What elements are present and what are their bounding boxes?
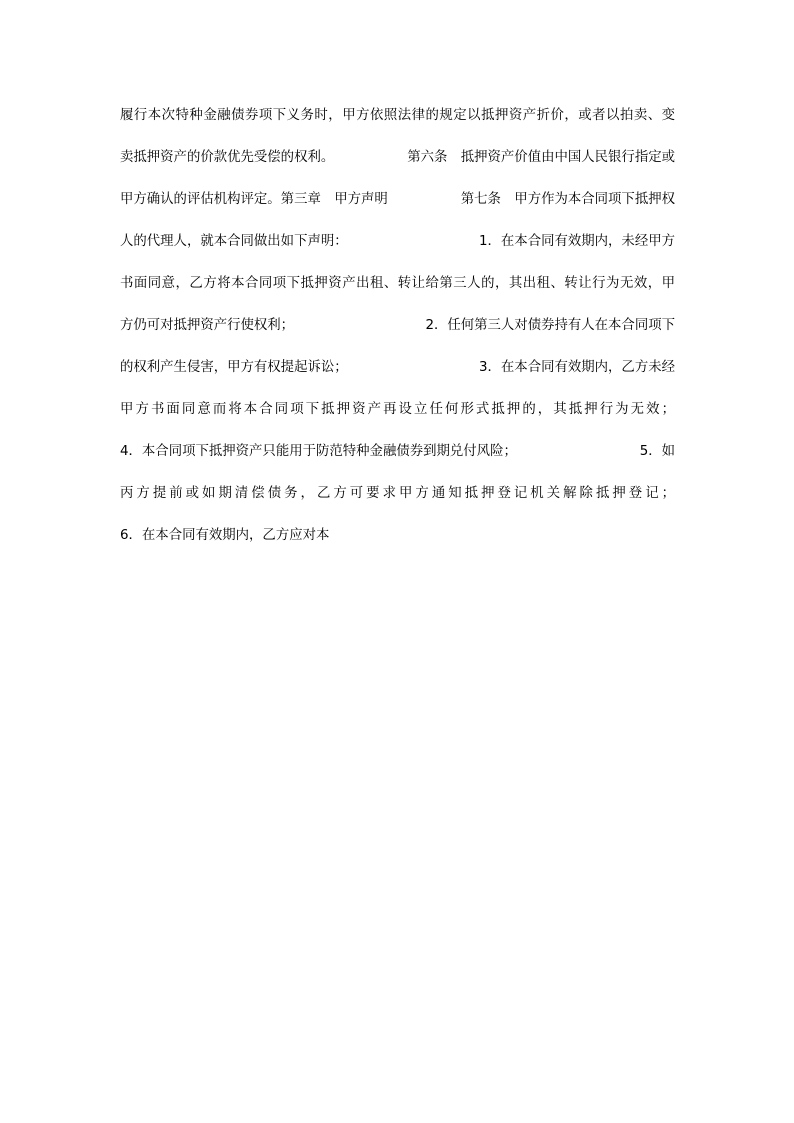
- line-7-left: 的权利产生侵害，甲方有权提起诉讼；: [120, 360, 348, 375]
- line-4-right: 1．在本合同有效期内，未经甲方: [479, 234, 675, 249]
- line-6-left: 方仍可对抵押资产行使权利；: [120, 318, 295, 333]
- text-line-5: [120, 274, 675, 294]
- text-line-11: [120, 526, 675, 546]
- line-9-right: 5．如: [639, 444, 675, 459]
- line-7-right: 3．在本合同有效期内，乙方未经: [479, 360, 675, 375]
- text-line-4: [120, 232, 675, 252]
- line-2-left: 卖抵押资产的价款优先受偿的权利。: [120, 150, 335, 165]
- line-2-right: 第六条 抵押资产价值由中国人民银行指定或: [407, 150, 675, 165]
- line-9-left: 4．本合同项下抵押资产只能用于防范特种金融债券到期兑付风险；: [120, 444, 517, 459]
- text-line-1: [120, 106, 675, 126]
- line-11-text: 6．在本合同有效期内，乙方应对本: [120, 528, 330, 543]
- line-3-left: 甲方确认的评估机构评定。第三章 甲方声明: [120, 192, 388, 207]
- text-line-8: [120, 400, 675, 420]
- line-4-left: 人的代理人，就本合同做出如下声明：: [120, 234, 348, 249]
- line-3-right: 第七条 甲方作为本合同项下抵押权: [460, 192, 675, 207]
- text-line-3: [120, 190, 675, 210]
- line-5-text: 书面同意，乙方将本合同项下抵押资产出租、转让给第三人的，其出租、转让行为无效，甲: [120, 276, 675, 291]
- text-line-9: [120, 442, 675, 462]
- text-line-7: [120, 358, 675, 378]
- text-line-6: [120, 316, 675, 336]
- text-line-10: [120, 484, 675, 504]
- line-6-right: 2．任何第三人对债券持有人在本合同项下: [425, 318, 675, 333]
- text-line-2: [120, 148, 675, 168]
- line-10-text: 丙方提前或如期清偿债务，乙方可要求甲方通知抵押登记机关解除抵押登记；: [120, 486, 675, 501]
- line-1-text: 履行本次特种金融债券项下义务时，甲方依照法律的规定以抵押资产折价，或者以拍卖、变: [120, 108, 675, 123]
- line-8-text: 甲方书面同意而将本合同项下抵押资产再设立任何形式抵押的，其抵押行为无效；: [120, 402, 675, 417]
